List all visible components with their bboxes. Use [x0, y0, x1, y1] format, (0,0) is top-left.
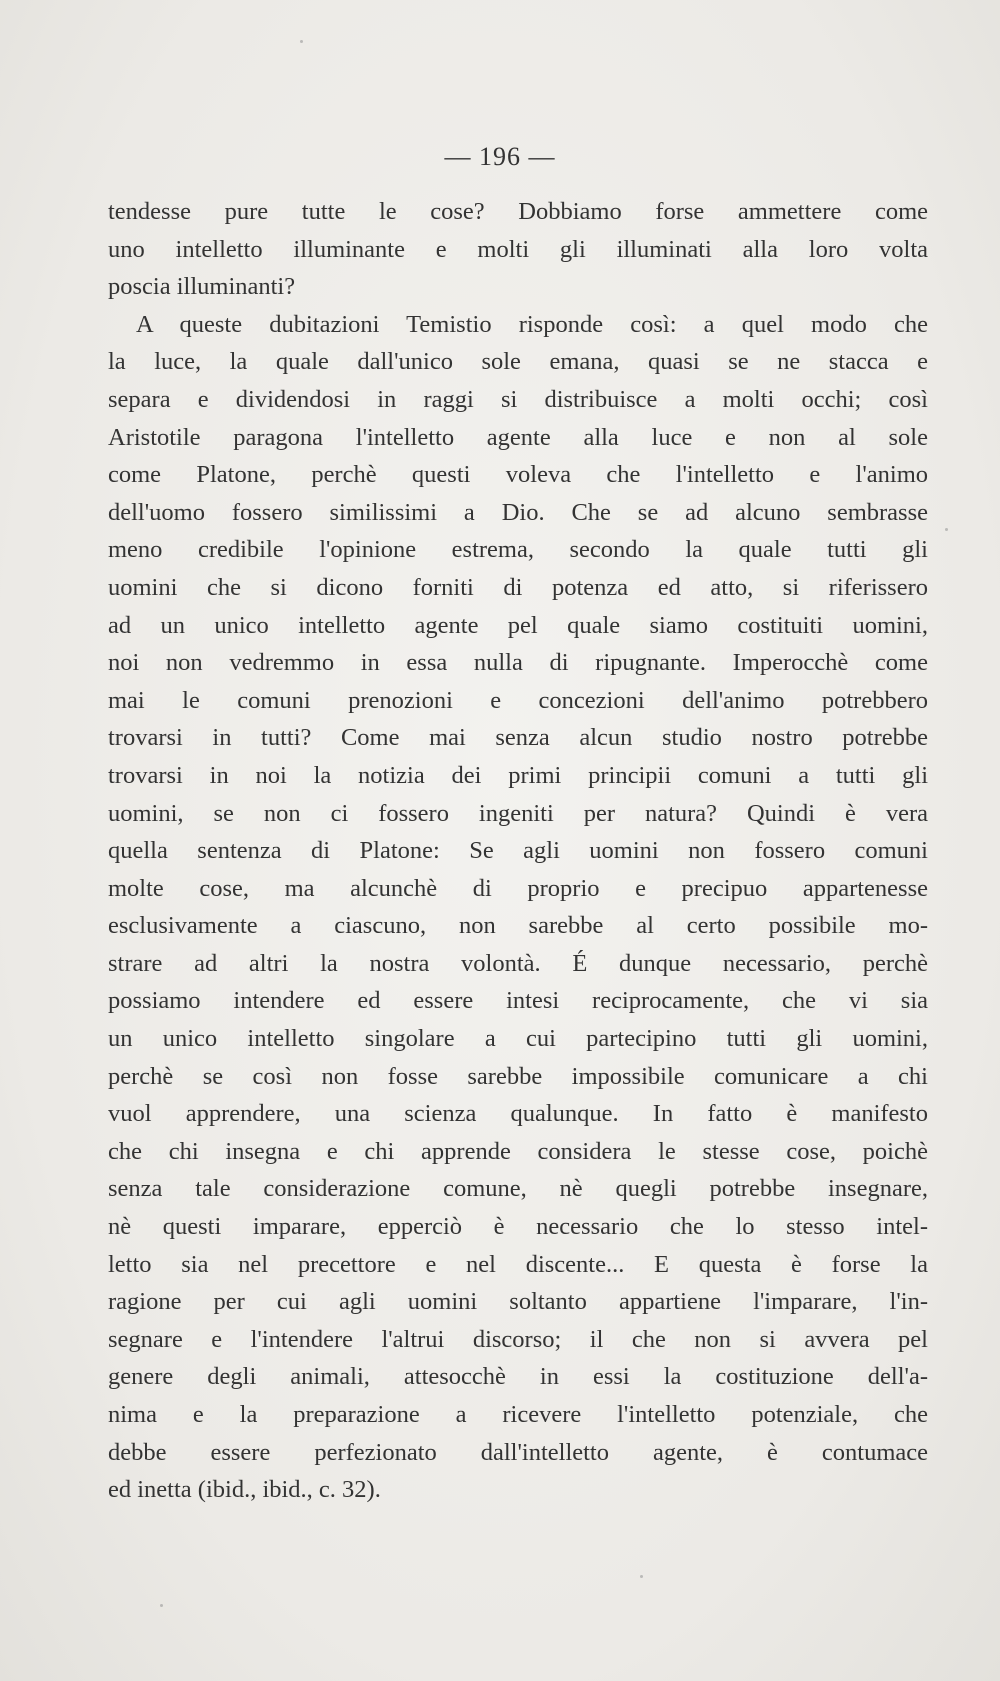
- text-line: ed inetta (ibid., ibid., c. 32).: [108, 1476, 381, 1504]
- text-line: tendesse pure tutte le cose? Dobbiamo forse ammettere come: [108, 198, 928, 225]
- text-line: segnare e l'intendere l'altrui discorso; il che non si avvera pel: [108, 1325, 928, 1353]
- text-line: uomini che si dicono forniti di potenza ed atto, si riferissero: [108, 573, 928, 601]
- text-line: trovarsi in noi la notizia dei primi principii comuni a tutti gli: [108, 761, 928, 789]
- text-line: come Platone, perchè questi voleva che l'intelletto e l'animo: [108, 461, 928, 489]
- text-line: quella sentenza di Platone: Se agli uomini non fossero comuni: [108, 837, 928, 865]
- paper-speck: [160, 1604, 163, 1607]
- paper-speck: [640, 1575, 643, 1578]
- text-line: meno credibile l'opinione estrema, secondo la quale tutti gli: [108, 536, 928, 564]
- text-line: senza tale considerazione comune, nè quegli potrebbe insegnare,: [108, 1175, 928, 1203]
- text-line: ragione per cui agli uomini soltanto appartiene l'imparare, l'in-: [108, 1288, 928, 1316]
- body-text: [108, 193, 928, 1509]
- text-line: un unico intelletto singolare a cui partecipino tutti gli uomini,: [108, 1025, 928, 1053]
- text-line: debbe essere perfezionato dall'intelletto agente, è contumace: [108, 1438, 928, 1466]
- text-line: A queste dubitazioni Temistio risponde così: a quel modo che: [136, 310, 928, 338]
- text-line: poscia illuminanti?: [108, 273, 296, 301]
- text-line: possiamo intendere ed essere intesi reciprocamente, che vi sia: [108, 987, 928, 1015]
- paper-speck: [945, 528, 948, 531]
- text-line: strare ad altri la nostra volontà. É dunque necessario, perchè: [108, 949, 928, 977]
- text-line: uno intelletto illuminante e molti gli illuminati alla loro volta: [108, 235, 928, 263]
- text-line: dell'uomo fossero similissimi a Dio. Che se ad alcuno sembrasse: [108, 498, 928, 526]
- text-line: che chi insegna e chi apprende considera le stesse cose, poichè: [108, 1137, 928, 1165]
- text-line: uomini, se non ci fossero ingeniti per natura? Quindi è vera: [108, 799, 928, 827]
- text-line: nima e la preparazione a ricevere l'intelletto potenziale, che: [108, 1401, 928, 1428]
- text-line: genere degli animali, attesocchè in essi la costituzione dell'a-: [108, 1363, 928, 1391]
- text-line: noi non vedremmo in essa nulla di ripugnante. Imperocchè come: [108, 649, 928, 677]
- text-line: molte cose, ma alcunchè di proprio e precipuo appartenesse: [108, 874, 928, 902]
- text-line: la luce, la quale dall'unico sole emana, quasi se ne stacca e: [108, 348, 928, 376]
- text-line: mai le comuni prenozioni e concezioni dell'animo potrebbero: [108, 686, 928, 714]
- text-line: perchè se così non fosse sarebbe impossibile comunicare a chi: [108, 1062, 928, 1090]
- text-line: letto sia nel precettore e nel discente... E questa è forse la: [108, 1250, 928, 1278]
- page-number: — 196 —: [444, 142, 556, 171]
- text-line: esclusivamente a ciascuno, non sarebbe al certo possibile mo-: [108, 912, 928, 940]
- paper-speck: [300, 40, 303, 43]
- text-line: nè questi imparare, epperciò è necessario che lo stesso intel-: [108, 1213, 928, 1241]
- text-line: separa e dividendosi in raggi si distribuisce a molti occhi; così: [108, 385, 928, 413]
- text-line: vuol apprendere, una scienza qualunque. In fatto è manifesto: [108, 1100, 928, 1128]
- text-line: trovarsi in tutti? Come mai senza alcun studio nostro potrebbe: [108, 724, 928, 752]
- text-line: Aristotile paragona l'intelletto agente alla luce e non al sole: [108, 423, 928, 451]
- text-line: ad un unico intelletto agente pel quale siamo costituiti uomini,: [108, 611, 928, 639]
